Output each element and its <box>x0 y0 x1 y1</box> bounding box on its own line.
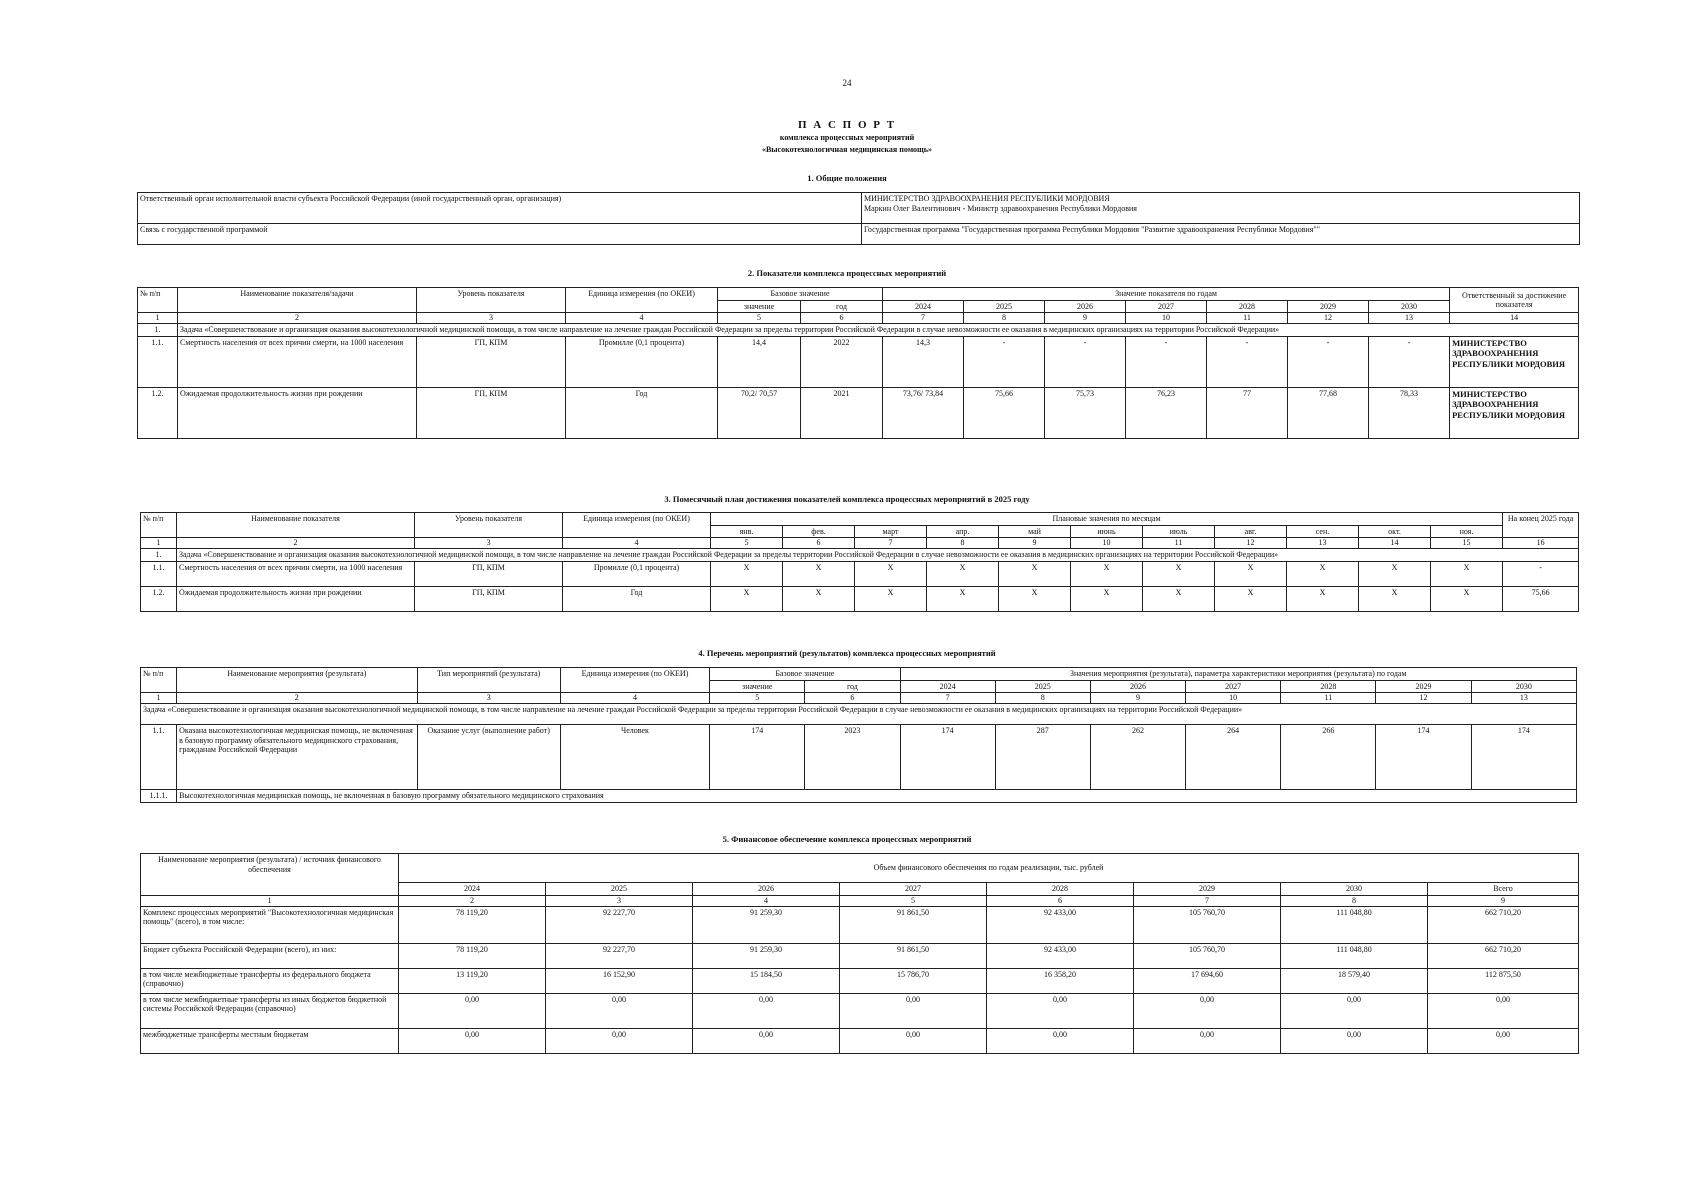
col-unit-header: Единица измерения (по ОКЕИ) <box>566 288 718 313</box>
col-number: 8 <box>995 693 1090 704</box>
month-value: X <box>855 561 927 586</box>
page-number: 24 <box>842 78 852 88</box>
task-text: Задача «Совершенствование и организация оказания высокотехнологичной медицинской помощи, в том числе направление на лечение граждан Российской Федерации за пределы территории Российской Федерации в случае невозможности ее оказания в медицинских организациях на территории Российской Федерации» <box>141 704 1577 725</box>
col-type-header: Тип мероприятий (результата) <box>417 668 560 693</box>
year-value: - <box>1369 336 1450 387</box>
col-num-header: № п/п <box>141 513 177 538</box>
finance-source-name: межбюджетные трансферты местным бюджетам <box>141 1028 399 1053</box>
section-2-title: 2. Показатели комплекса процессных мероприятий <box>747 268 947 278</box>
col-number: 12 <box>1215 538 1287 549</box>
month-header: ноя. <box>1431 525 1503 538</box>
indicator-unit: Промилле (0,1 процента) <box>563 561 711 586</box>
year-value: 78,33 <box>1369 387 1450 438</box>
finance-value: 0,00 <box>987 993 1134 1028</box>
month-value: X <box>711 586 783 611</box>
month-value: X <box>1287 586 1359 611</box>
col-plan-header: Плановые значения по месяцам <box>711 513 1503 526</box>
finance-source-name: в том числе межбюджетные трансферты из иных бюджетов бюджетной системы Российской Федерации (справочно) <box>141 993 399 1028</box>
col-number: 7 <box>883 313 964 324</box>
finance-value: 0,00 <box>1281 993 1428 1028</box>
col-num-header: № п/п <box>138 288 178 313</box>
activity-unit: Человек <box>560 725 709 790</box>
col-number: 10 <box>1186 693 1281 704</box>
year-end-value: - <box>1503 561 1579 586</box>
task-text: Задача «Совершенствование и организация оказания высокотехнологичной медицинской помощи, в том числе направление на лечение граждан Российской Федерации за пределы территории Российской Федерации в случае невозможности ее оказания в медицинских организациях на территории Российской Федерации» <box>177 549 1579 562</box>
col-number: 8 <box>964 313 1045 324</box>
month-value: X <box>1143 586 1215 611</box>
table-row <box>141 968 1579 993</box>
task-number: 1. <box>141 549 177 562</box>
col-number: 11 <box>1143 538 1215 549</box>
indicator-unit: Промилле (0,1 процента) <box>566 336 718 387</box>
finance-total: 0,00 <box>1428 1028 1579 1053</box>
finance-source-name: Бюджет субъекта Российской Федерации (всего), из них: <box>141 943 399 968</box>
month-header: март <box>855 525 927 538</box>
base-value: 174 <box>710 725 805 790</box>
col-number: 12 <box>1288 313 1369 324</box>
col-number: 7 <box>855 538 927 549</box>
indicator-unit: Год <box>563 586 711 611</box>
base-year: 2021 <box>801 387 883 438</box>
finance-value: 15 786,70 <box>840 968 987 993</box>
finance-source-name: Комплекс процессных мероприятий "Высокотехнологичная медицинская помощь" (всего), в том числе: <box>141 906 399 943</box>
year-header: 2027 <box>840 883 987 896</box>
col-number: 2 <box>178 313 417 324</box>
row-number: 1.2. <box>141 586 177 611</box>
task-text: Задача «Совершенствование и организация оказания высокотехнологичной медицинской помощи, в том числе направление на лечение граждан Российской Федерации за пределы территории Российской Федерации в случае невозможности ее оказания в медицинских организациях на территории Российской Федерации» <box>178 324 1579 337</box>
finance-value: 0,00 <box>546 993 693 1028</box>
year-header: 2026 <box>1090 680 1185 693</box>
responsible-value <box>862 193 1580 224</box>
year-value: 75,73 <box>1045 387 1126 438</box>
table-row <box>141 1028 1579 1053</box>
year-header: 2026 <box>693 883 840 896</box>
base-year: 2022 <box>801 336 883 387</box>
indicator-name: Смертность населения от всех причин смерти, на 1000 населения <box>177 561 415 586</box>
finance-value: 17 694,60 <box>1134 968 1281 993</box>
col-level-header: Уровень показателя <box>417 288 566 313</box>
year-value: 266 <box>1281 725 1376 790</box>
year-value: 73,76/ 73,84 <box>883 387 964 438</box>
finance-value: 0,00 <box>546 1028 693 1053</box>
month-value: X <box>711 561 783 586</box>
table-row <box>141 586 1579 611</box>
year-value: - <box>1045 336 1126 387</box>
col-num-header: № п/п <box>141 668 177 693</box>
col-number: 7 <box>1134 895 1281 906</box>
row-number: 1.1. <box>138 336 178 387</box>
month-value: X <box>1215 561 1287 586</box>
col-number: 1 <box>141 538 177 549</box>
year-value: - <box>1207 336 1288 387</box>
month-header: янв. <box>711 525 783 538</box>
finance-value: 0,00 <box>1134 1028 1281 1053</box>
year-header: 2024 <box>399 883 546 896</box>
document-subtitle: комплекса процессных мероприятий <box>779 133 915 142</box>
col-base-year-header: год <box>801 300 883 313</box>
table-row <box>138 387 1579 438</box>
indicator-name: Ожидаемая продолжительность жизни при рождении <box>177 586 415 611</box>
finance-value: 92 433,00 <box>987 943 1134 968</box>
col-unit-header: Единица измерения (по ОКЕИ) <box>563 513 711 538</box>
finance-value: 16 358,20 <box>987 968 1134 993</box>
col-number: 9 <box>999 538 1071 549</box>
col-base-value-header: значение <box>710 680 805 693</box>
finance-value: 92 433,00 <box>987 906 1134 943</box>
col-number: 3 <box>417 313 566 324</box>
col-number: 6 <box>801 313 883 324</box>
month-header: фев. <box>783 525 855 538</box>
col-name-header: Наименование мероприятия (результата) / источник финансового обеспечения <box>141 854 399 896</box>
ministry-name: МИНИСТЕРСТВО ЗДРАВООХРАНЕНИЯ РЕСПУБЛИКИ МОРДОВИЯ <box>864 194 1110 203</box>
col-number: 4 <box>560 693 709 704</box>
col-number: 2 <box>177 538 415 549</box>
month-value: X <box>999 561 1071 586</box>
finance-value: 13 119,20 <box>399 968 546 993</box>
total-header: Всего <box>1428 883 1579 896</box>
document-subtitle-name: «Высокотехнологичная медицинская помощь» <box>761 145 933 154</box>
finance-total: 0,00 <box>1428 993 1579 1028</box>
month-value: X <box>927 586 999 611</box>
finance-value: 0,00 <box>987 1028 1134 1053</box>
col-number: 8 <box>1281 895 1428 906</box>
col-number: 6 <box>987 895 1134 906</box>
finance-value: 15 184,50 <box>693 968 840 993</box>
month-value: X <box>1359 561 1431 586</box>
row-number: 1.2. <box>138 387 178 438</box>
finance-value: 111 048,80 <box>1281 943 1428 968</box>
col-base-header: Базовое значение <box>718 288 883 301</box>
table-row <box>141 790 1577 803</box>
program-link-value: Государственная программа "Государственная программа Республики Мордовия "Развитие здравоохранения Республики Мордовия"" <box>862 224 1580 245</box>
responsible-org: МИНИСТЕРСТВО ЗДРАВООХРАНЕНИЯ РЕСПУБЛИКИ МОРДОВИЯ <box>1450 336 1579 387</box>
year-value: 262 <box>1090 725 1185 790</box>
year-header: 2030 <box>1281 883 1428 896</box>
month-header: окт. <box>1359 525 1431 538</box>
document-title: П А С П О Р Т <box>797 119 897 131</box>
finance-value: 111 048,80 <box>1281 906 1428 943</box>
col-number: 9 <box>1045 313 1126 324</box>
month-value: X <box>783 561 855 586</box>
year-value: 77,68 <box>1288 387 1369 438</box>
year-header: 2025 <box>964 300 1045 313</box>
year-value: - <box>1126 336 1207 387</box>
col-number: 14 <box>1450 313 1579 324</box>
year-value: - <box>964 336 1045 387</box>
col-name-header: Наименование показателя/задачи <box>178 288 417 313</box>
year-header: 2028 <box>987 883 1134 896</box>
finance-value: 91 861,50 <box>840 943 987 968</box>
col-level-header: Уровень показателя <box>415 513 563 538</box>
sub-activity-text: Высокотехнологичная медицинская помощь, не включенная в базовую программу обязательного медицинского страхования <box>177 790 1577 803</box>
col-number: 2 <box>399 895 546 906</box>
base-value: 14,4 <box>718 336 801 387</box>
finance-value: 91 259,30 <box>693 906 840 943</box>
finance-value: 92 227,70 <box>546 906 693 943</box>
month-value: X <box>1071 586 1143 611</box>
table-row <box>138 193 1580 224</box>
finance-value: 92 227,70 <box>546 943 693 968</box>
col-name-header: Наименование мероприятия (результата) <box>177 668 417 693</box>
finance-total: 112 875,50 <box>1428 968 1579 993</box>
col-number: 13 <box>1287 538 1359 549</box>
year-header: 2029 <box>1134 883 1281 896</box>
col-years-header: Значение показателя по годам <box>883 288 1450 301</box>
responsible-org: МИНИСТЕРСТВО ЗДРАВООХРАНЕНИЯ РЕСПУБЛИКИ МОРДОВИЯ <box>1450 387 1579 438</box>
col-base-year-header: год <box>805 680 900 693</box>
finance-value: 0,00 <box>399 1028 546 1053</box>
indicator-level: ГП, КПМ <box>417 336 566 387</box>
finance-value: 78 119,20 <box>399 906 546 943</box>
month-value: X <box>855 586 927 611</box>
month-value: X <box>999 586 1071 611</box>
year-header: 2025 <box>995 680 1090 693</box>
col-number: 6 <box>783 538 855 549</box>
year-header: 2025 <box>546 883 693 896</box>
col-number: 4 <box>693 895 840 906</box>
year-header: 2024 <box>900 680 995 693</box>
month-header: июль <box>1143 525 1215 538</box>
minister-name: Маркин Олег Валентинович - Министр здравоохранения Республики Мордовия <box>864 203 1137 213</box>
col-number: 5 <box>840 895 987 906</box>
monthly-plan-table <box>140 512 1579 612</box>
finance-value: 16 152,90 <box>546 968 693 993</box>
table-row <box>141 993 1579 1028</box>
col-number: 5 <box>710 693 805 704</box>
month-value: X <box>1215 586 1287 611</box>
col-number: 5 <box>718 313 801 324</box>
finance-total: 662 710,20 <box>1428 943 1579 968</box>
col-number: 3 <box>417 693 560 704</box>
indicator-level: ГП, КПМ <box>417 387 566 438</box>
year-header: 2028 <box>1207 300 1288 313</box>
table-row <box>141 906 1579 943</box>
year-value: 287 <box>995 725 1090 790</box>
finance-value: 0,00 <box>399 993 546 1028</box>
col-number: 10 <box>1071 538 1143 549</box>
month-value: X <box>1359 586 1431 611</box>
finance-value: 0,00 <box>1134 993 1281 1028</box>
year-header: 2026 <box>1045 300 1126 313</box>
month-header: май <box>999 525 1071 538</box>
indicator-name: Ожидаемая продолжительность жизни при рождении <box>178 387 417 438</box>
base-year: 2023 <box>805 725 900 790</box>
general-provisions-table <box>137 192 1580 245</box>
year-header: 2027 <box>1186 680 1281 693</box>
month-header: июнь <box>1071 525 1143 538</box>
indicators-table <box>137 287 1579 439</box>
activity-name: Оказана высокотехнологичная медицинская помощь, не включенная в базовую программу обязательного медицинского страхования, гражданам Российской Федерации <box>177 725 417 790</box>
year-value: 77 <box>1207 387 1288 438</box>
table-row <box>141 561 1579 586</box>
col-name-header: Наименование показателя <box>177 513 415 538</box>
col-end-header: На конец 2025 года <box>1503 513 1579 538</box>
col-number: 6 <box>805 693 900 704</box>
section-1-title: 1. Общие положения <box>807 173 887 183</box>
year-end-value: 75,66 <box>1503 586 1579 611</box>
finance-value: 91 861,50 <box>840 906 987 943</box>
col-number: 12 <box>1376 693 1471 704</box>
col-resp-header: Ответственный за достижение показателя <box>1450 288 1579 313</box>
financing-table <box>140 853 1579 1054</box>
year-value: 75,66 <box>964 387 1045 438</box>
col-base-value-header: значение <box>718 300 801 313</box>
col-number: 1 <box>138 313 178 324</box>
year-header: 2028 <box>1281 680 1376 693</box>
month-value: X <box>1287 561 1359 586</box>
col-number: 3 <box>546 895 693 906</box>
col-number: 4 <box>566 313 718 324</box>
finance-value: 18 579,40 <box>1281 968 1428 993</box>
year-header: 2030 <box>1369 300 1450 313</box>
year-value: 14,3 <box>883 336 964 387</box>
section-4-title: 4. Перечень мероприятий (результатов) комплекса процессных мероприятий <box>698 648 996 658</box>
month-header: сен. <box>1287 525 1359 538</box>
table-row <box>138 224 1580 245</box>
finance-value: 105 760,70 <box>1134 943 1281 968</box>
col-number: 9 <box>1090 693 1185 704</box>
activity-type: Оказание услуг (выполнение работ) <box>417 725 560 790</box>
year-value: 174 <box>900 725 995 790</box>
year-value: 174 <box>1376 725 1471 790</box>
finance-source-name: в том числе межбюджетные трансферты из федерального бюджета (справочно) <box>141 968 399 993</box>
month-value: X <box>1431 586 1503 611</box>
finance-total: 662 710,20 <box>1428 906 1579 943</box>
col-number: 2 <box>177 693 417 704</box>
col-number: 4 <box>563 538 711 549</box>
col-number: 15 <box>1431 538 1503 549</box>
col-number: 5 <box>711 538 783 549</box>
col-number: 14 <box>1359 538 1431 549</box>
col-number: 10 <box>1126 313 1207 324</box>
indicator-level: ГП, КПМ <box>415 586 563 611</box>
year-header: 2029 <box>1376 680 1471 693</box>
month-header: авг. <box>1215 525 1287 538</box>
month-value: X <box>927 561 999 586</box>
finance-value: 105 760,70 <box>1134 906 1281 943</box>
finance-value: 0,00 <box>840 993 987 1028</box>
finance-value: 0,00 <box>693 993 840 1028</box>
col-unit-header: Единица измерения (по ОКЕИ) <box>560 668 709 693</box>
year-header: 2029 <box>1288 300 1369 313</box>
month-value: X <box>783 586 855 611</box>
program-link-label: Связь с государственной программой <box>138 224 862 245</box>
col-base-header: Базовое значение <box>710 668 900 681</box>
col-number: 11 <box>1207 313 1288 324</box>
finance-value: 78 119,20 <box>399 943 546 968</box>
finance-value: 0,00 <box>693 1028 840 1053</box>
table-row <box>141 943 1579 968</box>
month-value: X <box>1143 561 1215 586</box>
year-value: - <box>1288 336 1369 387</box>
col-number: 3 <box>415 538 563 549</box>
month-header: апр. <box>927 525 999 538</box>
month-value: X <box>1431 561 1503 586</box>
col-number: 8 <box>927 538 999 549</box>
section-3-title: 3. Помесячный план достижения показателей комплекса процессных мероприятий в 2025 году <box>664 494 1030 504</box>
base-value: 70,2/ 70,57 <box>718 387 801 438</box>
col-number: 9 <box>1428 895 1579 906</box>
col-volume-header: Объем финансового обеспечения по годам реализации, тыс. рублей <box>399 854 1579 883</box>
year-value: 174 <box>1471 725 1576 790</box>
indicator-name: Смертность населения от всех причин смерти, на 1000 населения <box>178 336 417 387</box>
section-5-title: 5. Финансовое обеспечение комплекса процессных мероприятий <box>722 834 972 844</box>
year-header: 2030 <box>1471 680 1576 693</box>
year-value: 264 <box>1186 725 1281 790</box>
responsible-label: Ответственный орган исполнительной власти субъекта Российской Федерации (иной государственный орган, организация) <box>138 193 862 224</box>
col-number: 13 <box>1369 313 1450 324</box>
row-number: 1.1.1. <box>141 790 177 803</box>
table-row <box>141 725 1577 790</box>
year-value: 76,23 <box>1126 387 1207 438</box>
row-number: 1.1. <box>141 561 177 586</box>
finance-value: 91 259,30 <box>693 943 840 968</box>
col-number: 11 <box>1281 693 1376 704</box>
finance-value: 0,00 <box>1281 1028 1428 1053</box>
task-number: 1. <box>138 324 178 337</box>
table-row <box>138 336 1579 387</box>
year-header: 2024 <box>883 300 964 313</box>
indicator-level: ГП, КПМ <box>415 561 563 586</box>
col-number: 16 <box>1503 538 1579 549</box>
year-header: 2027 <box>1126 300 1207 313</box>
col-number: 7 <box>900 693 995 704</box>
finance-value: 0,00 <box>840 1028 987 1053</box>
month-value: X <box>1071 561 1143 586</box>
col-number: 13 <box>1471 693 1576 704</box>
activities-table <box>140 667 1577 803</box>
indicator-unit: Год <box>566 387 718 438</box>
col-values-header: Значения мероприятия (результата), параметра характеристики мероприятия (результата) по годам <box>900 668 1576 681</box>
col-number: 1 <box>141 693 177 704</box>
col-number: 1 <box>141 895 399 906</box>
row-number: 1.1. <box>141 725 177 790</box>
